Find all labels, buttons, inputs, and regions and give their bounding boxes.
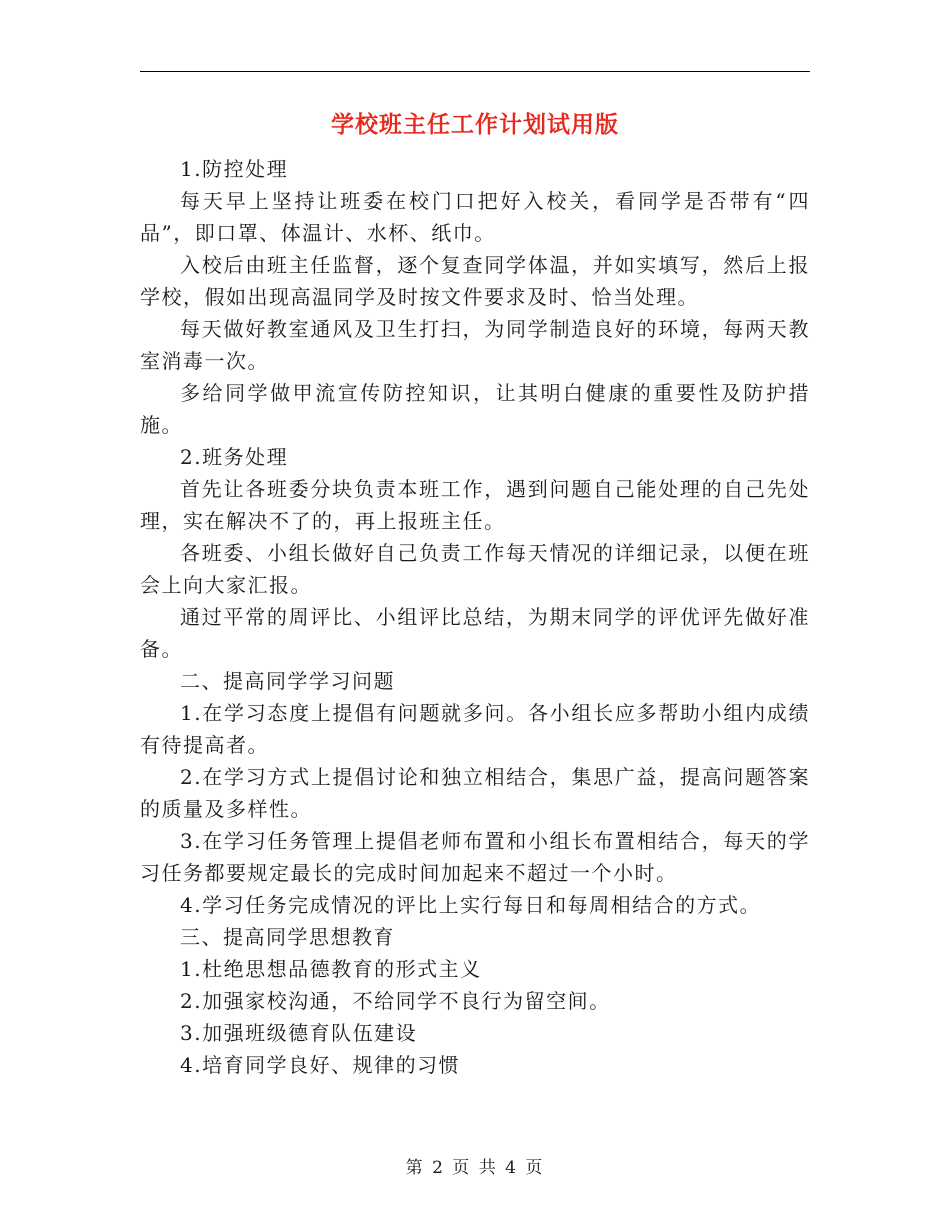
paragraph: 二、提高同学学习问题 (180, 669, 395, 693)
paragraph: 3.在学习任务管理上提倡老师布置和小组长布置相结合，每天的学习任务都要规定最长的完成时间加起来不超过一个小时。 (140, 829, 810, 885)
paragraph: 每天做好教室通风及卫生打扫，为同学制造良好的环境，每两天教室消毒一次。 (140, 317, 810, 373)
page-number: 第 2 页 共 4 页 (405, 1158, 545, 1178)
paragraph: 入校后由班主任监督，逐个复查同学体温，并如实填写，然后上报学校，假如出现高温同学及时按文件要求及时、恰当处理。 (140, 253, 810, 309)
paragraph: 4.学习任务完成情况的评比上实行每日和每周相结合的方式。 (180, 893, 762, 917)
paragraph: 2.在学习方式上提倡讨论和独立相结合，集思广益，提高问题答案的质量及多样性。 (140, 765, 810, 821)
paragraph: 通过平常的周评比、小组评比总结，为期末同学的评优评先做好准备。 (140, 605, 810, 661)
header-rule (140, 71, 810, 72)
paragraph: 1.杜绝思想品德教育的形式主义 (180, 957, 482, 981)
paragraph: 每天早上坚持让班委在校门口把好入校关，看同学是否带有“四品”，即口罩、体温计、水杯、纸巾。 (140, 189, 810, 245)
paragraph: 多给同学做甲流宣传防控知识，让其明白健康的重要性及防护措施。 (140, 381, 810, 437)
paragraph: 2.班务处理 (180, 445, 289, 469)
document-title: 学校班主任工作计划试用版 (331, 111, 619, 138)
paragraph: 1.在学习态度上提倡有问题就多问。各小组长应多帮助小组内成绩有待提高者。 (140, 701, 810, 757)
paragraph: 三、提高同学思想教育 (180, 925, 395, 949)
paragraph: 3.加强班级德育队伍建设 (180, 1021, 418, 1045)
paragraph: 1.防控处理 (180, 157, 289, 181)
paragraph: 2.加强家校沟通，不给同学不良行为留空间。 (180, 989, 611, 1013)
paragraph: 首先让各班委分块负责本班工作，遇到问题自己能处理的自己先处理，实在解决不了的，再上报班主任。 (140, 477, 810, 533)
document-body (140, 153, 810, 1081)
paragraph: 各班委、小组长做好自己负责工作每天情况的详细记录，以便在班会上向大家汇报。 (140, 541, 810, 597)
paragraph: 4.培育同学良好、规律的习惯 (180, 1053, 461, 1077)
